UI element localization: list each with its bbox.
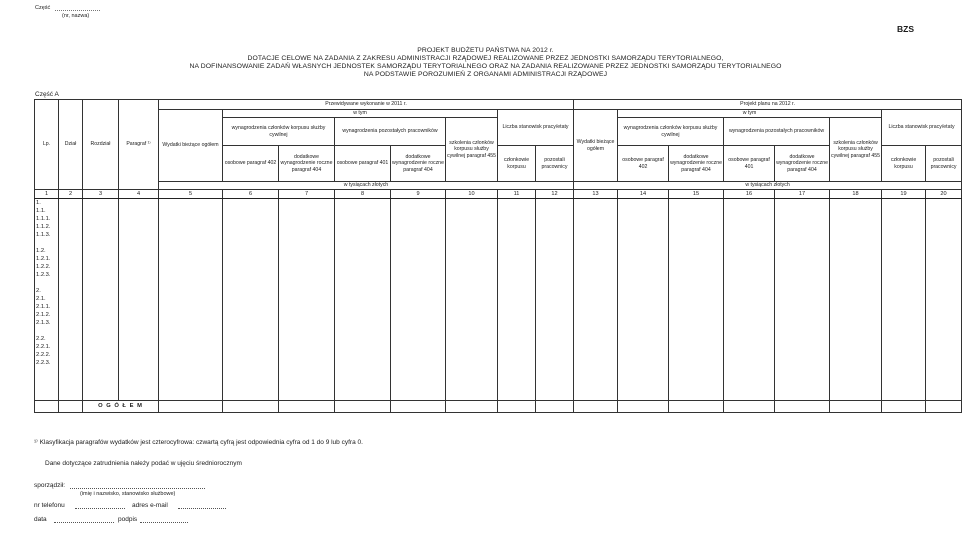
phone-label: nr telefonu	[34, 502, 65, 509]
colnum-10: 10	[446, 190, 498, 199]
row-labels	[35, 199, 59, 401]
prepared-by-label: sporządził:	[34, 482, 66, 489]
header-szkolenia-2012: szkolenia członków korpusu służby cywilnej paragraf 455	[830, 118, 882, 182]
row-label: 1.1.2.	[36, 224, 51, 230]
header-dod404-a-2012: dodatkowe wynagrodzenie roczne paragraf 404	[669, 146, 724, 182]
header-units-2011: w tysiącach złotych	[159, 182, 574, 190]
cell-c13[interactable]	[574, 199, 618, 401]
header-czlonkowie-2012: członkowie korpusu	[882, 146, 926, 182]
cell-c6[interactable]	[223, 199, 279, 401]
colnum-3: 3	[83, 190, 119, 199]
header-paragraf: Paragraf ¹⁾	[119, 100, 159, 190]
total-c10[interactable]	[446, 401, 498, 413]
row-label: 2.2.	[36, 336, 46, 342]
title-line-1: PROJEKT BUDŻETU PAŃSTWA NA 2012 r.	[417, 47, 554, 54]
total-c20[interactable]	[926, 401, 962, 413]
prepared-by-field[interactable]	[70, 482, 205, 489]
part-label: Część	[35, 5, 51, 11]
total-c14[interactable]	[618, 401, 669, 413]
colnum-19: 19	[882, 190, 926, 199]
row-label: 2.2.3.	[36, 360, 51, 366]
header-pozostali-2012: pozostali pracownicy	[926, 146, 962, 182]
colnum-18: 18	[830, 190, 882, 199]
row-label: 1.1.3.	[36, 232, 51, 238]
colnum-1: 1	[35, 190, 59, 199]
table-body-row	[35, 199, 962, 401]
cell-dzial[interactable]	[59, 199, 83, 401]
total-c7[interactable]	[279, 401, 335, 413]
header-wyn-csc-2012: wynagrodzenia członków korpusu służby cywilnej	[618, 118, 724, 146]
header-wtym-2012: w tym	[618, 110, 882, 118]
header-plan-2012: Projekt planu na 2012 r.	[574, 100, 962, 110]
header-wydatki-2012: Wydatki bieżące ogółem	[574, 110, 618, 182]
header-dod404-b-2012: dodatkowe wynagrodzenie roczne paragraf 404	[775, 146, 830, 182]
date-label: data	[34, 516, 47, 523]
header-wtym-2011: w tym	[223, 110, 498, 118]
colnum-15: 15	[669, 190, 724, 199]
header-dod404-b-2011: dodatkowe wynagrodzenie roczne paragraf 404	[391, 146, 446, 182]
signature-field[interactable]	[140, 516, 188, 523]
colnum-16: 16	[724, 190, 775, 199]
colnum-7: 7	[279, 190, 335, 199]
data-table	[34, 99, 962, 413]
row-label: 2.1.2.	[36, 312, 51, 318]
colnum-12: 12	[536, 190, 574, 199]
signature-label: podpis	[118, 516, 138, 523]
total-c9[interactable]	[391, 401, 446, 413]
date-field[interactable]	[54, 516, 114, 523]
header-wyn-pp-2011: wynagrodzenia pozostałych pracowników	[335, 118, 446, 146]
header-wyn-pp-2012: wynagrodzenia pozostałych pracowników	[724, 118, 830, 146]
header-szkolenia-2011: szkolenia członków korpusu służby cywilnej paragraf 455	[446, 118, 498, 182]
row-label: 1.2.1.	[36, 256, 51, 262]
row-label: 1.	[36, 200, 41, 206]
colnum-11: 11	[498, 190, 536, 199]
total-c12[interactable]	[536, 401, 574, 413]
total-cell-lp	[35, 401, 59, 413]
header-units-2012: w tysiącach złotych	[574, 182, 962, 190]
row-label: 1.1.1.	[36, 216, 51, 222]
total-label: O G Ó Ł E M	[83, 401, 159, 413]
section-label: Część A	[35, 91, 59, 98]
colnum-8: 8	[335, 190, 391, 199]
header-wydatki-2011: Wydatki bieżące ogółem	[159, 110, 223, 182]
colnum-20: 20	[926, 190, 962, 199]
form-code: BZS	[897, 24, 914, 34]
row-label: 2.	[36, 288, 41, 294]
colnum-14: 14	[618, 190, 669, 199]
cell-c18[interactable]	[830, 199, 882, 401]
cell-c14[interactable]	[618, 199, 669, 401]
footnote: ¹⁾ Klasyfikacja paragrafów wydatków jest czterocyfrowa: czwartą cyfrą jest odpowiednia cyfra od 1 do 9 lub cyfra 0.	[34, 439, 363, 446]
colnum-6: 6	[223, 190, 279, 199]
row-label: 2.1.3.	[36, 320, 51, 326]
total-c11[interactable]	[498, 401, 536, 413]
row-label: 2.2.1.	[36, 344, 51, 350]
header-liczba-2012: Liczba stanowisk pracy/etaty	[882, 110, 962, 146]
part-field-line	[55, 10, 100, 11]
header-dod404-a-2011: dodatkowe wynagrodzenie roczne paragraf 404	[279, 146, 335, 182]
total-c13[interactable]	[574, 401, 618, 413]
row-label: 2.1.1.	[36, 304, 51, 310]
cell-c5[interactable]	[159, 199, 223, 401]
header-lp: Lp.	[35, 100, 59, 190]
cell-c17[interactable]	[775, 199, 830, 401]
total-c19[interactable]	[882, 401, 926, 413]
cell-rozdzial[interactable]	[83, 199, 119, 401]
title-line-2: DOTACJE CELOWE NA ZADANIA Z ZAKRESU ADMINISTRACJI RZĄDOWEJ REALIZOWANE PRZEZ JEDNOSTKI SAMORZĄDU TERYTORIALNEGO,	[247, 55, 724, 62]
part-hint: (nr, nazwa)	[62, 13, 90, 19]
cell-c16[interactable]	[724, 199, 775, 401]
colnum-17: 17	[775, 190, 830, 199]
row-spacer	[36, 239, 58, 247]
title-line-4: NA PODSTAWIE POROZUMIEŃ Z ORGANAMI ADMINISTRACJI RZĄDOWEJ	[363, 71, 608, 78]
total-c15[interactable]	[669, 401, 724, 413]
row-label: 1.2.3.	[36, 272, 51, 278]
total-c6[interactable]	[223, 401, 279, 413]
colnum-9: 9	[391, 190, 446, 199]
header-liczba-2011: Liczba stanowisk pracy/etaty	[498, 110, 574, 146]
header-dzial: Dział	[59, 100, 83, 190]
email-label: adres e-mail	[132, 502, 168, 509]
cell-c10[interactable]	[446, 199, 498, 401]
cell-c15[interactable]	[669, 199, 724, 401]
employment-note: Dane dotyczące zatrudnienia należy podać w ujęciu średniorocznym	[45, 460, 242, 467]
total-cell-dzial	[59, 401, 83, 413]
cell-c7[interactable]	[279, 199, 335, 401]
row-spacer	[36, 279, 58, 287]
email-field[interactable]	[178, 502, 226, 509]
colnum-2: 2	[59, 190, 83, 199]
colnum-5: 5	[159, 190, 223, 199]
total-c16[interactable]	[724, 401, 775, 413]
total-c5[interactable]	[159, 401, 223, 413]
row-spacer	[36, 327, 58, 335]
header-rozdzial: Rozdział	[83, 100, 119, 190]
total-row	[35, 401, 962, 413]
cell-c8[interactable]	[335, 199, 391, 401]
prepared-by-hint: (imię i nazwisko, stanowisko służbowe)	[80, 491, 176, 497]
header-forecast-2011: Przewidywane wykonanie w 2011 r.	[159, 100, 574, 110]
header-pozostali-2011: pozostali pracownicy	[536, 146, 574, 182]
row-label: 2.1.	[36, 296, 46, 302]
header-osobowe401-2012: osobowe paragraf 401	[724, 146, 775, 182]
total-c8[interactable]	[335, 401, 391, 413]
total-c17[interactable]	[775, 401, 830, 413]
cell-c11[interactable]	[498, 199, 536, 401]
cell-c12[interactable]	[536, 199, 574, 401]
colnum-4: 4	[119, 190, 159, 199]
header-czlonkowie-2011: członkowie korpusu	[498, 146, 536, 182]
colnum-13: 13	[574, 190, 618, 199]
header-osobowe401-2011: osobowe paragraf 401	[335, 146, 391, 182]
header-osobowe402-2012: osobowe paragraf 402	[618, 146, 669, 182]
phone-field[interactable]	[75, 502, 125, 509]
header-osobowe402-2011: osobowe paragraf 402	[223, 146, 279, 182]
total-c18[interactable]	[830, 401, 882, 413]
title-line-3: NA DOFINANSOWANIE ZADAŃ WŁASNYCH JEDNOSTEK SAMORZĄDU TERYTORIALNEGO ORAZ NA ZADANIA REALIZOWANE PRZEZ JEDNOSTKI SAMORZĄDU TERYTORIALNEGO	[189, 63, 782, 70]
row-label: 1.2.	[36, 248, 46, 254]
cell-c20[interactable]	[926, 199, 962, 401]
cell-c19[interactable]	[882, 199, 926, 401]
row-label: 1.2.2.	[36, 264, 51, 270]
header-wyn-csc-2011: wynagrodzenia członków korpusu służby cywilnej	[223, 118, 335, 146]
row-label: 1.1.	[36, 208, 46, 214]
cell-paragraf[interactable]	[119, 199, 159, 401]
row-label: 2.2.2.	[36, 352, 51, 358]
cell-c9[interactable]	[391, 199, 446, 401]
